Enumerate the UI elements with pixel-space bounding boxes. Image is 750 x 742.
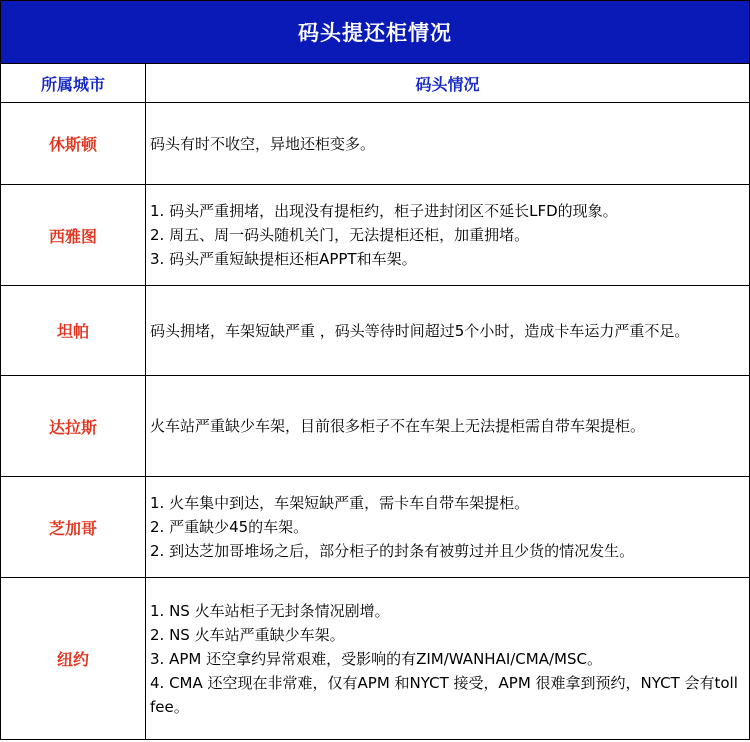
info-line: 1. NS 火车站柜子无封条情况剧增。 [150, 601, 390, 620]
city-new-york: 纽约 [1, 578, 146, 740]
table-title: 码头提还柜情况 [1, 1, 750, 64]
city-seattle: 西雅图 [1, 185, 146, 286]
header-city: 所属城市 [1, 64, 146, 103]
city-houston: 休斯顿 [1, 103, 146, 185]
info-line: 2. NS 火车站严重缺少车架。 [150, 625, 345, 644]
info-line: 1. 火车集中到达，车架短缺严重，需卡车自带车架提柜。 [150, 494, 530, 512]
info-houston [146, 103, 750, 185]
info-line: 1. 码头严重拥堵，出现没有提柜约，柜子进封闭区不延长LFD的现象。 [150, 202, 618, 220]
info-line: 4. CMA 还空现在非常难，仅有APM 和NYCT 接受，APM 很难拿到预约，NYCT 会有toll fee。 [150, 673, 738, 716]
table-row [1, 185, 750, 286]
info-line: 2. 周五、周一码头随机关门，无法提柜还柜，加重拥堵。 [150, 226, 530, 244]
header-row [1, 64, 750, 103]
info-line: 3. 码头严重短缺提柜还柜APPT和车架。 [150, 250, 417, 268]
header-info: 码头情况 [146, 64, 750, 103]
info-line: 2. 到达芝加哥堆场之后，部分柜子的封条有被剪过并且少货的情况发生。 [150, 542, 635, 560]
info-new-york [146, 578, 750, 740]
table-row [1, 103, 750, 185]
info-dallas [146, 376, 750, 477]
info-line: 3. APM 还空拿约异常艰难，受影响的有ZIM/WANHAI/CMA/MSC。 [150, 649, 602, 668]
info-line: 火车站严重缺少车架，目前很多柜子不在车架上无法提柜需自带车架提柜。 [150, 417, 646, 435]
table-row [1, 286, 750, 376]
city-chicago: 芝加哥 [1, 477, 146, 578]
table-row [1, 376, 750, 477]
table-row [1, 477, 750, 578]
info-line: 码头有时不收空，异地还柜变多。 [150, 134, 376, 153]
city-dallas: 达拉斯 [1, 376, 146, 477]
info-line: 码头拥堵，车架短缺严重 ，码头等待时间超过5个小时，造成卡车运力严重不足。 [150, 321, 690, 340]
info-line: 2. 严重缺少45的车架。 [150, 518, 309, 536]
city-tampa: 坦帕 [1, 286, 146, 376]
info-seattle [146, 185, 750, 286]
info-chicago [146, 477, 750, 578]
info-tampa [146, 286, 750, 376]
table-row [1, 578, 750, 740]
title-row [1, 1, 750, 64]
